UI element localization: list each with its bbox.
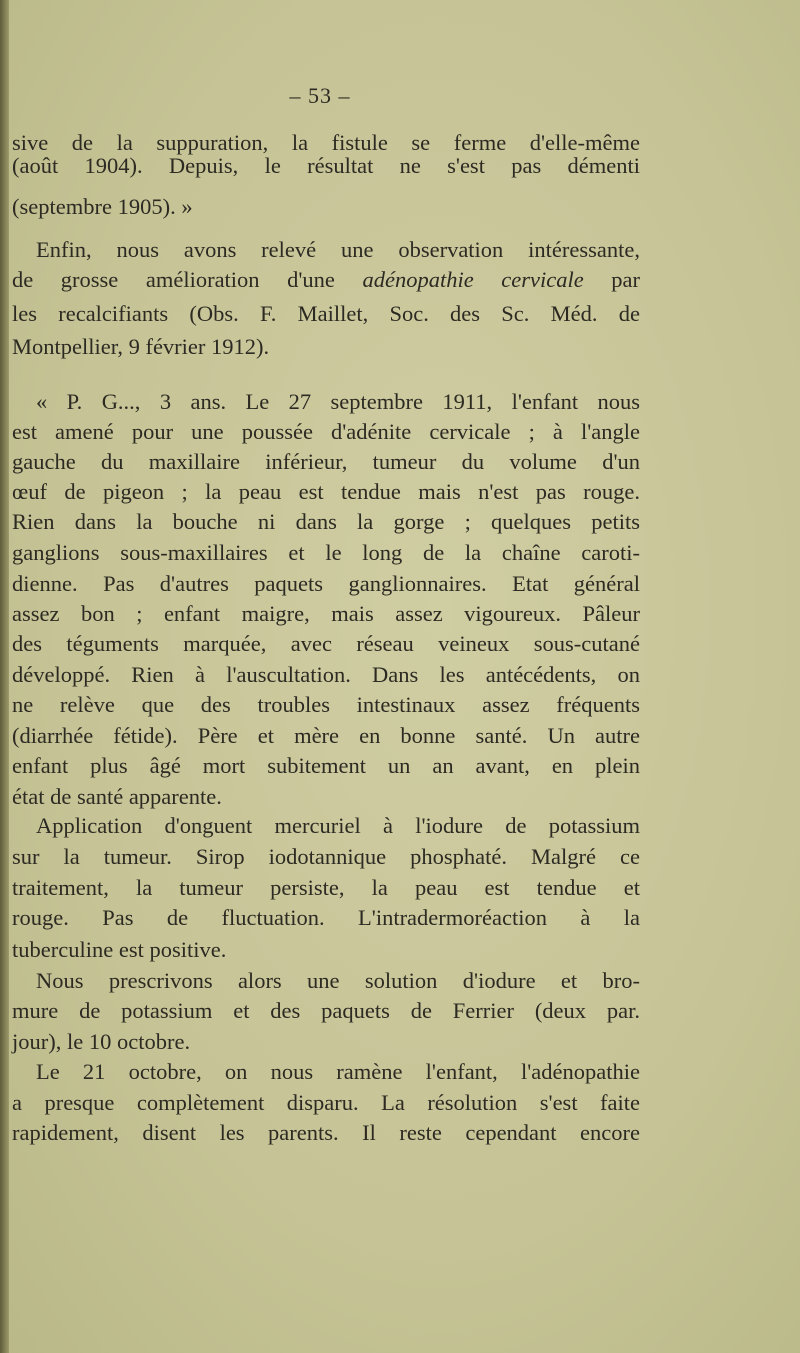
text-line bbox=[12, 722, 640, 750]
line-text: Application d'onguent mercuriel à l'iodure de potassium bbox=[36, 813, 640, 838]
text-line bbox=[12, 936, 640, 964]
text-line bbox=[12, 508, 640, 536]
line-text: ganglions sous-maxillaires et le long de la chaîne caroti- bbox=[12, 540, 640, 565]
line-text: est amené pour une poussée d'adénite cervicale ; à l'angle bbox=[12, 419, 640, 444]
text-line bbox=[12, 630, 640, 658]
line-text: sive de la suppuration, la fistule se ferme d'elle-même bbox=[12, 130, 640, 155]
line-text: Nous prescrivons alors une solution d'iodure et bro- bbox=[36, 968, 640, 993]
text-line bbox=[12, 266, 640, 294]
text-line bbox=[12, 843, 640, 871]
text-line bbox=[36, 1058, 640, 1086]
line-text: gauche du maxillaire inférieur, tumeur du volume d'un bbox=[12, 449, 640, 474]
line-text: mure de potassium et des paquets de Ferrier (deux par. bbox=[12, 998, 640, 1023]
text-line bbox=[12, 691, 640, 719]
text-line bbox=[12, 752, 640, 780]
line-text: (août 1904). Depuis, le résultat ne s'est pas démenti bbox=[12, 153, 640, 178]
text-line bbox=[36, 967, 640, 995]
text-line bbox=[12, 661, 640, 689]
line-text: enfant plus âgé mort subitement un an avant, en plein bbox=[12, 753, 640, 778]
text-line bbox=[12, 997, 640, 1025]
text-line bbox=[12, 193, 640, 221]
line-text: rapidement, disent les parents. Il reste cependant encore bbox=[12, 1120, 640, 1145]
line-text: par bbox=[583, 267, 640, 292]
line-text: (diarrhée fétide). Père et mère en bonne santé. Un autre bbox=[12, 723, 640, 748]
line-text: développé. Rien à l'auscultation. Dans les antécédents, on bbox=[12, 662, 640, 687]
text-line bbox=[12, 478, 640, 506]
line-text: rouge. Pas de fluctuation. L'intradermoréaction à la bbox=[12, 905, 640, 930]
line-text: (septembre 1905). » bbox=[12, 194, 193, 219]
line-text: œuf de pigeon ; la peau est tendue mais n'est pas rouge. bbox=[12, 479, 640, 504]
text-line bbox=[12, 1089, 640, 1117]
line-text: Rien dans la bouche ni dans la gorge ; quelques petits bbox=[12, 509, 640, 534]
text-line bbox=[12, 570, 640, 598]
line-text: dienne. Pas d'autres paquets ganglionnaires. Etat général bbox=[12, 571, 640, 596]
line-text: tuberculine est positive. bbox=[12, 937, 227, 962]
text-line bbox=[12, 152, 640, 180]
line-text: les recalcifiants (Obs. F. Maillet, Soc. des Sc. Méd. de bbox=[12, 301, 640, 326]
text-line bbox=[12, 600, 640, 628]
text-line bbox=[12, 448, 640, 476]
line-text: de grosse amélioration d'une bbox=[12, 267, 363, 292]
line-text: des téguments marquée, avec réseau veineux sous-cutané bbox=[12, 631, 640, 656]
text-line bbox=[12, 539, 640, 567]
text-line bbox=[12, 333, 640, 361]
text-line bbox=[12, 874, 640, 902]
line-text: assez bon ; enfant maigre, mais assez vigoureux. Pâleur bbox=[12, 601, 640, 626]
line-text: Montpellier, 9 février 1912). bbox=[12, 334, 270, 359]
text-line bbox=[36, 388, 640, 416]
line-text: Le 21 octobre, on nous ramène l'enfant, l'adénopathie bbox=[36, 1059, 640, 1084]
text-line bbox=[12, 904, 640, 932]
page-number: – 53 – bbox=[289, 83, 351, 108]
text-line bbox=[12, 300, 640, 328]
book-spine-shadow bbox=[0, 0, 9, 1353]
line-text: traitement, la tumeur persiste, la peau est tendue et bbox=[12, 875, 640, 900]
text-line bbox=[12, 418, 640, 446]
text-line bbox=[12, 1028, 640, 1056]
line-text: jour), le 10 octobre. bbox=[12, 1029, 191, 1054]
line-text: Enfin, nous avons relevé une observation intéressante, bbox=[36, 237, 640, 262]
line-text: a presque complètement disparu. La résolution s'est faite bbox=[12, 1090, 640, 1115]
line-text: état de santé apparente. bbox=[12, 784, 222, 809]
text-line bbox=[12, 783, 640, 811]
text-line bbox=[36, 236, 640, 264]
line-text: ne relève que des troubles intestinaux assez fréquents bbox=[12, 692, 640, 717]
text-line bbox=[36, 812, 640, 840]
line-text: « P. G..., 3 ans. Le 27 septembre 1911, l'enfant nous bbox=[36, 389, 640, 414]
line-text: sur la tumeur. Sirop iodotannique phosphaté. Malgré ce bbox=[12, 844, 640, 869]
text-line bbox=[12, 1119, 640, 1147]
italic-term: adénopathie cervicale bbox=[362, 267, 584, 292]
